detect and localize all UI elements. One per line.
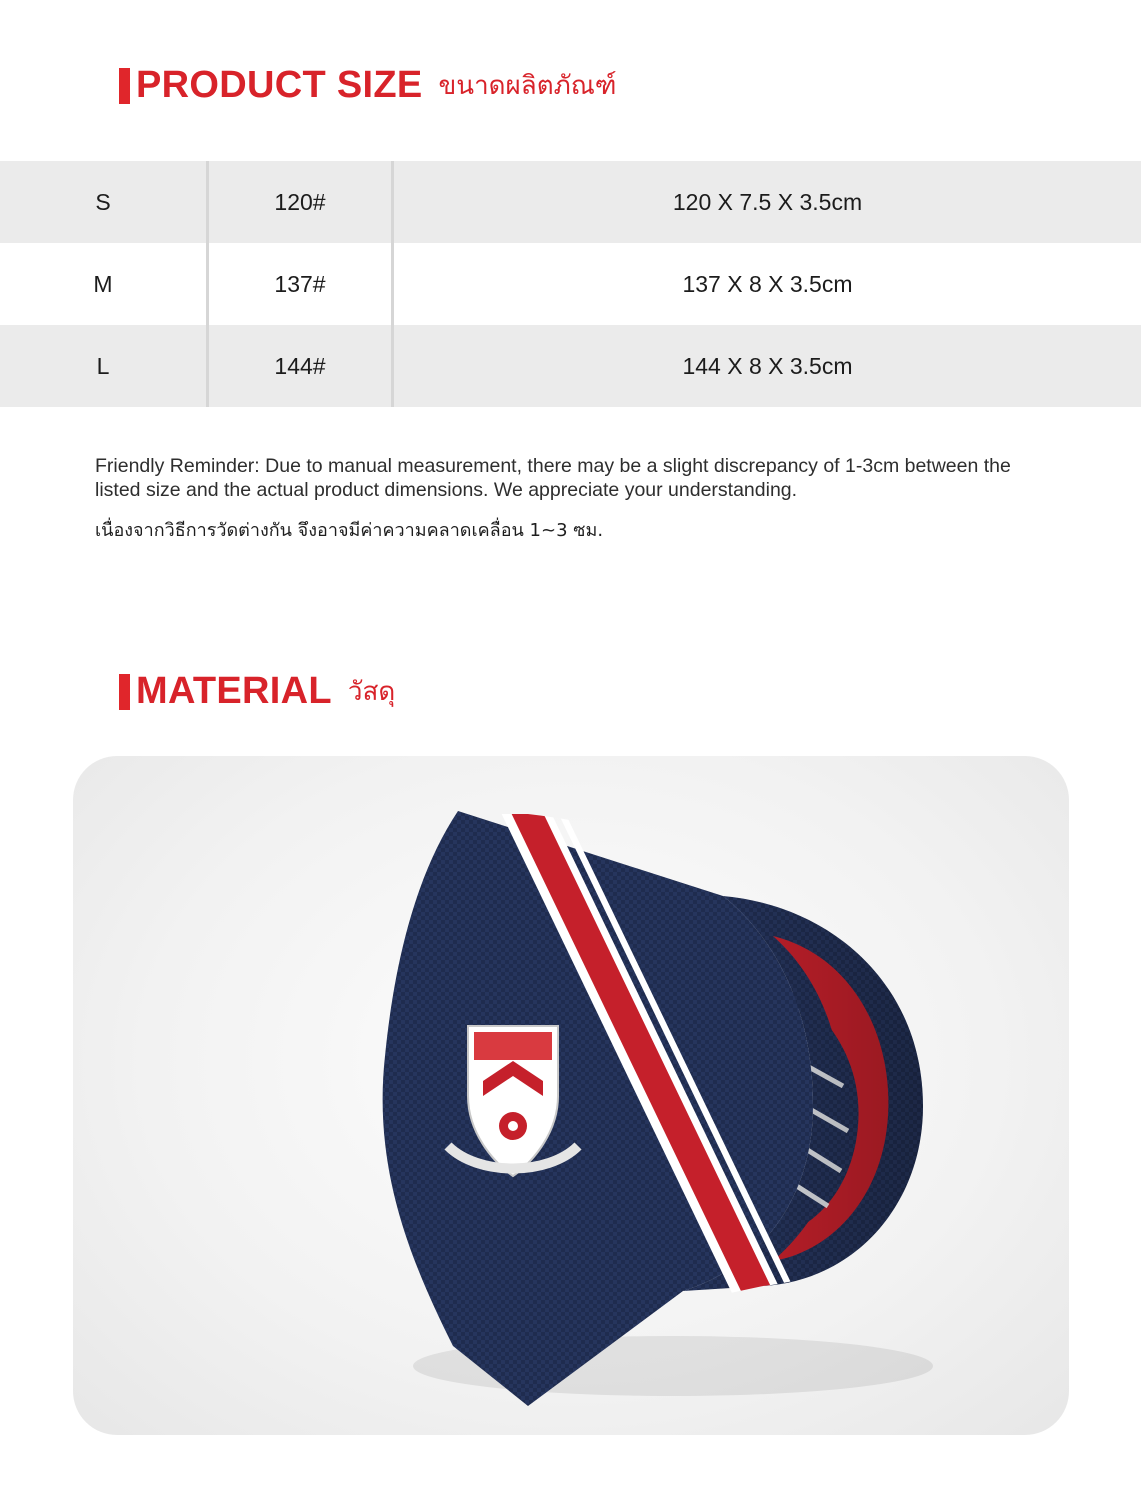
necktie-illustration [73,756,1069,1435]
size-code-cell: 137# [209,243,394,325]
size-cell: S [0,161,209,243]
product-size-title: PRODUCT SIZE [136,64,423,106]
heading-accent-bar [119,674,130,710]
product-size-subtitle: ขนาดผลิตภัณฑ์ [438,71,617,101]
material-subtitle: วัสดุ [347,677,396,707]
table-row [0,161,1141,243]
reminder-thai: เนื่องจากวิธีการวัดต่างกัน จึงอาจมีค่าความคลาดเคลื่อน 1~3 ซม. [95,520,604,541]
material-title: MATERIAL [136,670,332,712]
size-table [0,161,1141,407]
reminder-english: Friendly Reminder: Due to manual measurement, there may be a slight discrepancy of 1-3cm between the listed size and the actual product dimensions. We appreciate your understanding. [95,455,1011,501]
table-row [0,325,1141,407]
size-code-cell: 144# [209,325,394,407]
size-code-cell: 120# [209,161,394,243]
product-photo [73,756,1069,1435]
size-cell: L [0,325,209,407]
material-heading [119,670,395,713]
product-size-heading [119,64,616,107]
dimensions-cell: 144 X 8 X 3.5cm [682,352,853,379]
dimensions-cell: 137 X 8 X 3.5cm [682,270,853,297]
table-row [0,243,1141,325]
tie-blade [383,796,813,1406]
dimensions-cell: 120 X 7.5 X 3.5cm [672,188,863,215]
heading-accent-bar [119,68,130,104]
size-cell: M [0,243,209,325]
